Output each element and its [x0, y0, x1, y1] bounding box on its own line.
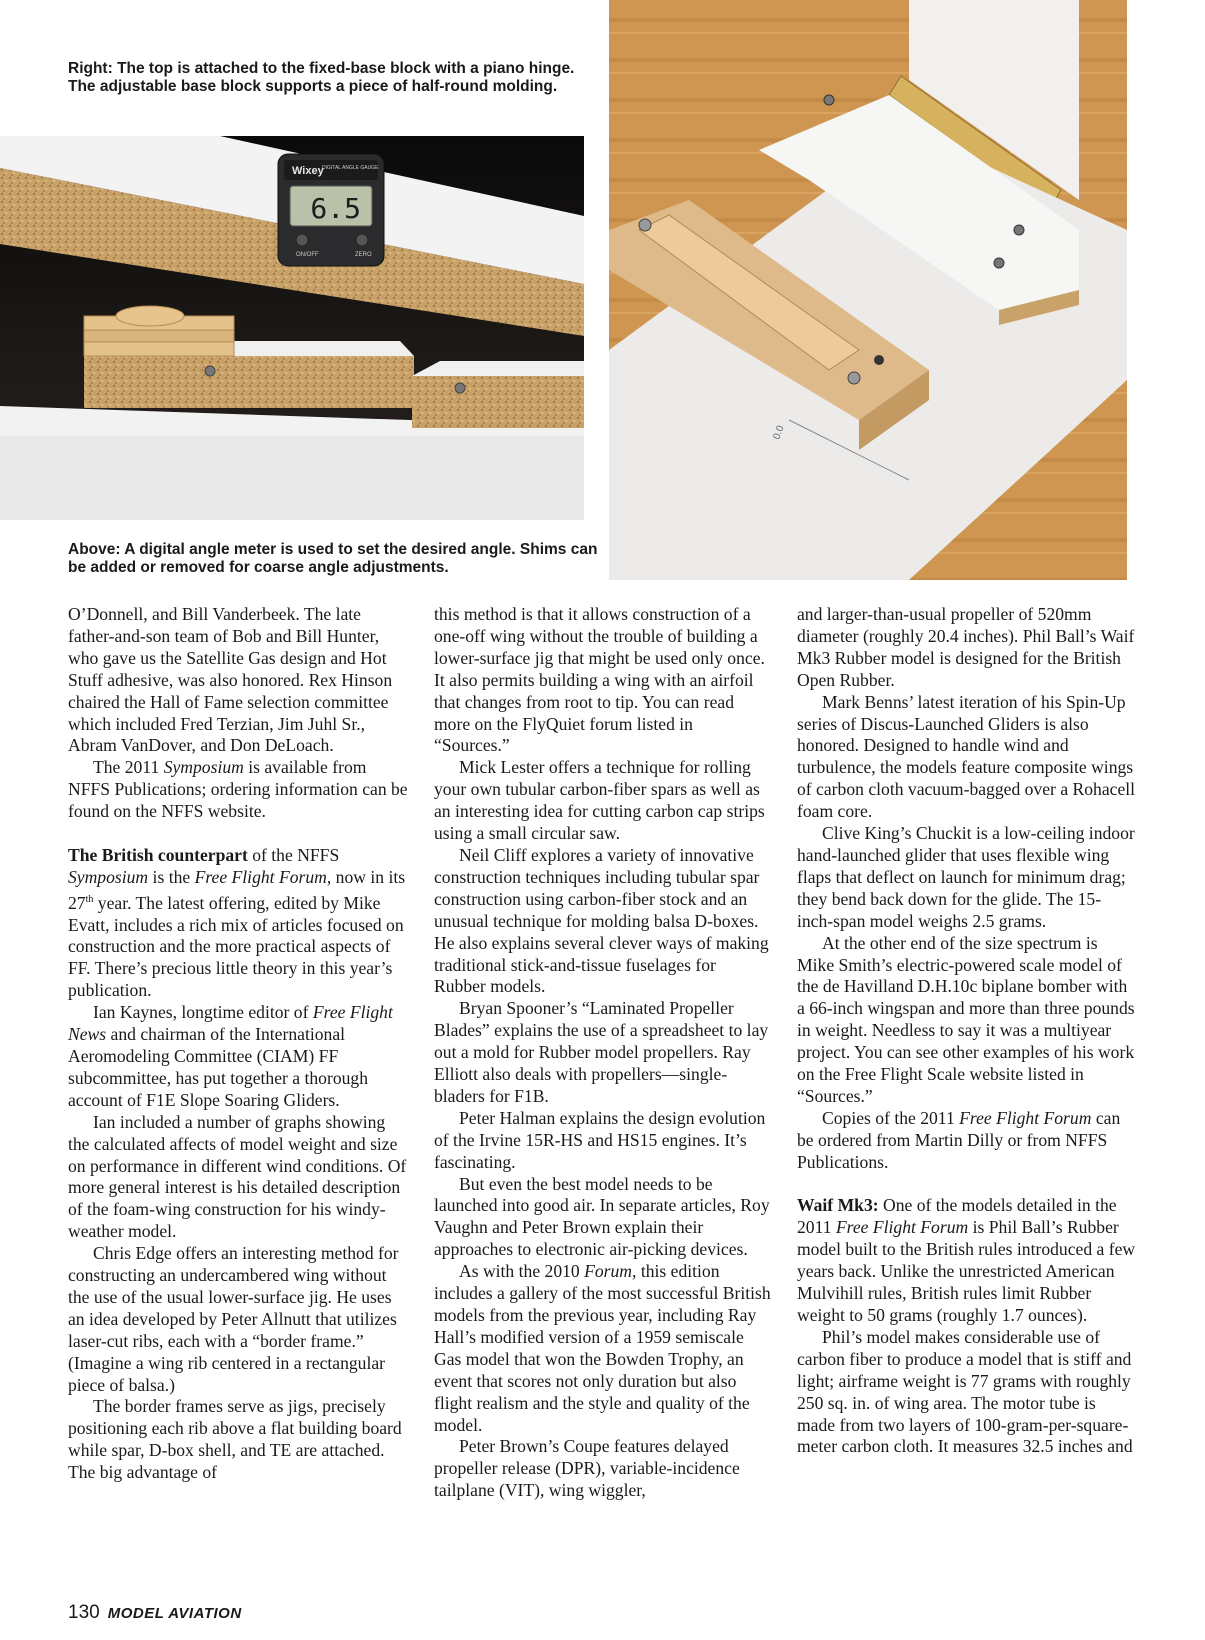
gauge-zero-label: ZERO: [355, 252, 372, 258]
caption-above-photo: Above: A digital angle meter is used to set the desired angle. Shims can be added or removed for coarse angle adjustments.: [68, 541, 598, 576]
lead-in: The British counterpart: [68, 844, 248, 865]
paragraph-waif-mk3: Waif Mk3: One of the models detailed in the 2011 Free Flight Forum is Phil Ball’s Rubber model built to the British rules introduced a few years back. Unlike the unrestricted American Mulvihill rules, British rules limit Rubber weight to 50 grams (roughly 1.7 ounces).: [797, 1195, 1136, 1325]
paragraph: Phil’s model makes considerable use of carbon fiber to produce a model that is stiff and light; airframe weight is 77 grams with roughly 250 sq. in. of wing area. The motor tube is made from two layers of 100-gram-per-square-meter carbon cloth. It measures 32.5 inches and: [797, 1326, 1133, 1457]
gauge-reading: 6.5: [310, 192, 361, 225]
gauge-model-label: DIGITAL ANGLE GAUGE: [322, 165, 379, 171]
paragraph-british-counterpart: The British counterpart of the NFFS Symposium is the Free Flight Forum, now in its 27th year. The latest offering, edited by Mike Evatt, includes a rich mix of articles focused on construction and the more practical aspects of FF. There’s precious little theory in this year’s publication.: [68, 844, 406, 1001]
text-column-3: [797, 604, 1137, 1458]
paragraph: Copies of the 2011 Free Flight Forum can be ordered from Martin Dilly or from NFFS Publications.: [797, 1107, 1121, 1172]
photo-hinged-jig: [609, 0, 1127, 580]
lead-in: Waif Mk3:: [797, 1195, 879, 1216]
paragraph: Ian included a number of graphs showing the calculated affects of model weight and size on performance in different wind conditions. Of more general interest is his detailed description of the foam-wing construction for his windy-weather model.: [68, 1111, 407, 1242]
page-number: 130: [68, 1602, 100, 1623]
paragraph: Clive King’s Chuckit is a low-ceiling indoor hand-launched glider that uses flexible wing flaps that deflect on launch for minimum drag; they bend back down for the glide. The 15-inch-span model weighs 2.5 grams.: [797, 823, 1135, 931]
paragraph: But even the best model needs to be launched into good air. In separate articles, Roy Vaughn and Peter Brown explain their approaches to electronic air-picking devices.: [434, 1173, 770, 1260]
text-column-2: [434, 604, 772, 1502]
paragraph: this method is that it allows construction of a one-off wing without the trouble of building a lower-surface jig that might be used only once. It also permits building a wing with an airfoil that changes from root to tip. You can read more on the FlyQuiet forum listed in “Sources.”: [434, 604, 765, 756]
paragraph: At the other end of the size spectrum is Mike Smith’s electric-powered scale model of the de Havilland D.H.10c biplane bomber with a 66-inch wingspan and more than three pounds in weight. Needless to say it was a multiyear project. You can see other examples of his work on the Free Flight Scale website listed in “Sources.”: [797, 932, 1135, 1106]
gauge-onoff-label: ON/OFF: [296, 252, 319, 258]
paragraph: Chris Edge offers an interesting method for constructing an undercambered wing without the use of the usual lower-surface jig. He uses an idea developed by Peter Allnutt that utilizes laser-cut ribs, each with a “border frame.” (Imagine a wing rib centered in a rectangular piece of balsa.): [68, 1243, 399, 1395]
hinged-jig-illustration: [609, 0, 1127, 580]
text-column-1: [68, 604, 408, 1484]
caption-right-photo: Right: The top is attached to the fixed-base block with a piano hinge. The adjustable base block supports a piece of half-round molding.: [68, 60, 575, 95]
paragraph: Peter Halman explains the design evolution of the Irvine 15R-HS and HS15 engines. It’s fascinating.: [434, 1107, 766, 1172]
paragraph: Ian Kaynes, longtime editor of Free Flight News and chairman of the International Aeromodeling Committee (CIAM) FF subcommittee, has put together a thorough account of F1E Slope Soaring Gliders.: [68, 1002, 393, 1110]
paragraph: Peter Brown’s Coupe features delayed propeller release (DPR), variable-incidence tailplane (VIT), wing wiggler,: [434, 1436, 740, 1501]
paragraph: O’Donnell, and Bill Vanderbeek. The late father-and-son team of Bob and Bill Hunter, who gave us the Satellite Gas design and Hot Stuff adhesive, was also honored. Rex Hinson chaired the Hall of Fame selection committee which included Fred Terzian, Jim Juhl Sr., Abram VanDover, and Don DeLoach.: [68, 604, 393, 756]
gauge-brand: Wixey: [292, 165, 324, 177]
digital-angle-gauge: [278, 154, 384, 266]
paragraph: Mark Benns’ latest iteration of his Spin-Up series of Discus-Launched Gliders is also honored. Designed to handle wind and turbulence, the models feature composite wings of carbon cloth vacuum-bagged over a Rohacell foam core.: [797, 691, 1136, 822]
paragraph: and larger-than-usual propeller of 520mm diameter (roughly 20.4 inches). Phil Ball’s Waif Mk3 Rubber model is designed for the British Open Rubber.: [797, 604, 1135, 690]
photo-angle-gauge: [0, 136, 584, 520]
scale-mark: 0.0: [771, 424, 787, 442]
paragraph: Neil Cliff explores a variety of innovative construction techniques including tubular spar construction using carbon-fiber stock and an unusual technique for molding balsa D-boxes. He also explains several clever ways of making traditional stick-and-tissue fuselages for Rubber models.: [434, 844, 769, 997]
paragraph: Bryan Spooner’s “Laminated Propeller Blades” explains the use of a spreadsheet to lay out a mold for Rubber model propellers. Ray Elliott also deals with propellers—single-bladers for F1B.: [434, 998, 769, 1106]
paragraph: The 2011 Symposium is available from NFFS Publications; ordering information can be found on the NFFS website.: [68, 757, 408, 822]
paragraph: The border frames serve as jigs, precisely positioning each rib above a flat building board while spar, D-box shell, and TE are attached. The big advantage of: [68, 1396, 402, 1483]
page-footer: [68, 1602, 242, 1624]
angle-gauge-illustration: [0, 136, 584, 520]
magazine-name: MODEL AVIATION: [107, 1605, 242, 1622]
paragraph: Mick Lester offers a technique for rolling your own tubular carbon-fiber spars as well as an interesting idea for cutting carbon cap strips using a small circular saw.: [434, 757, 765, 844]
paragraph: As with the 2010 Forum, this edition includes a gallery of the most successful British models from the previous year, including Ray Hall’s modified version of a 1959 semiscale Gas model that won the Bowden Trophy, an event that scores not only duration but also flight realism and the style and quality of the model.: [434, 1261, 771, 1435]
